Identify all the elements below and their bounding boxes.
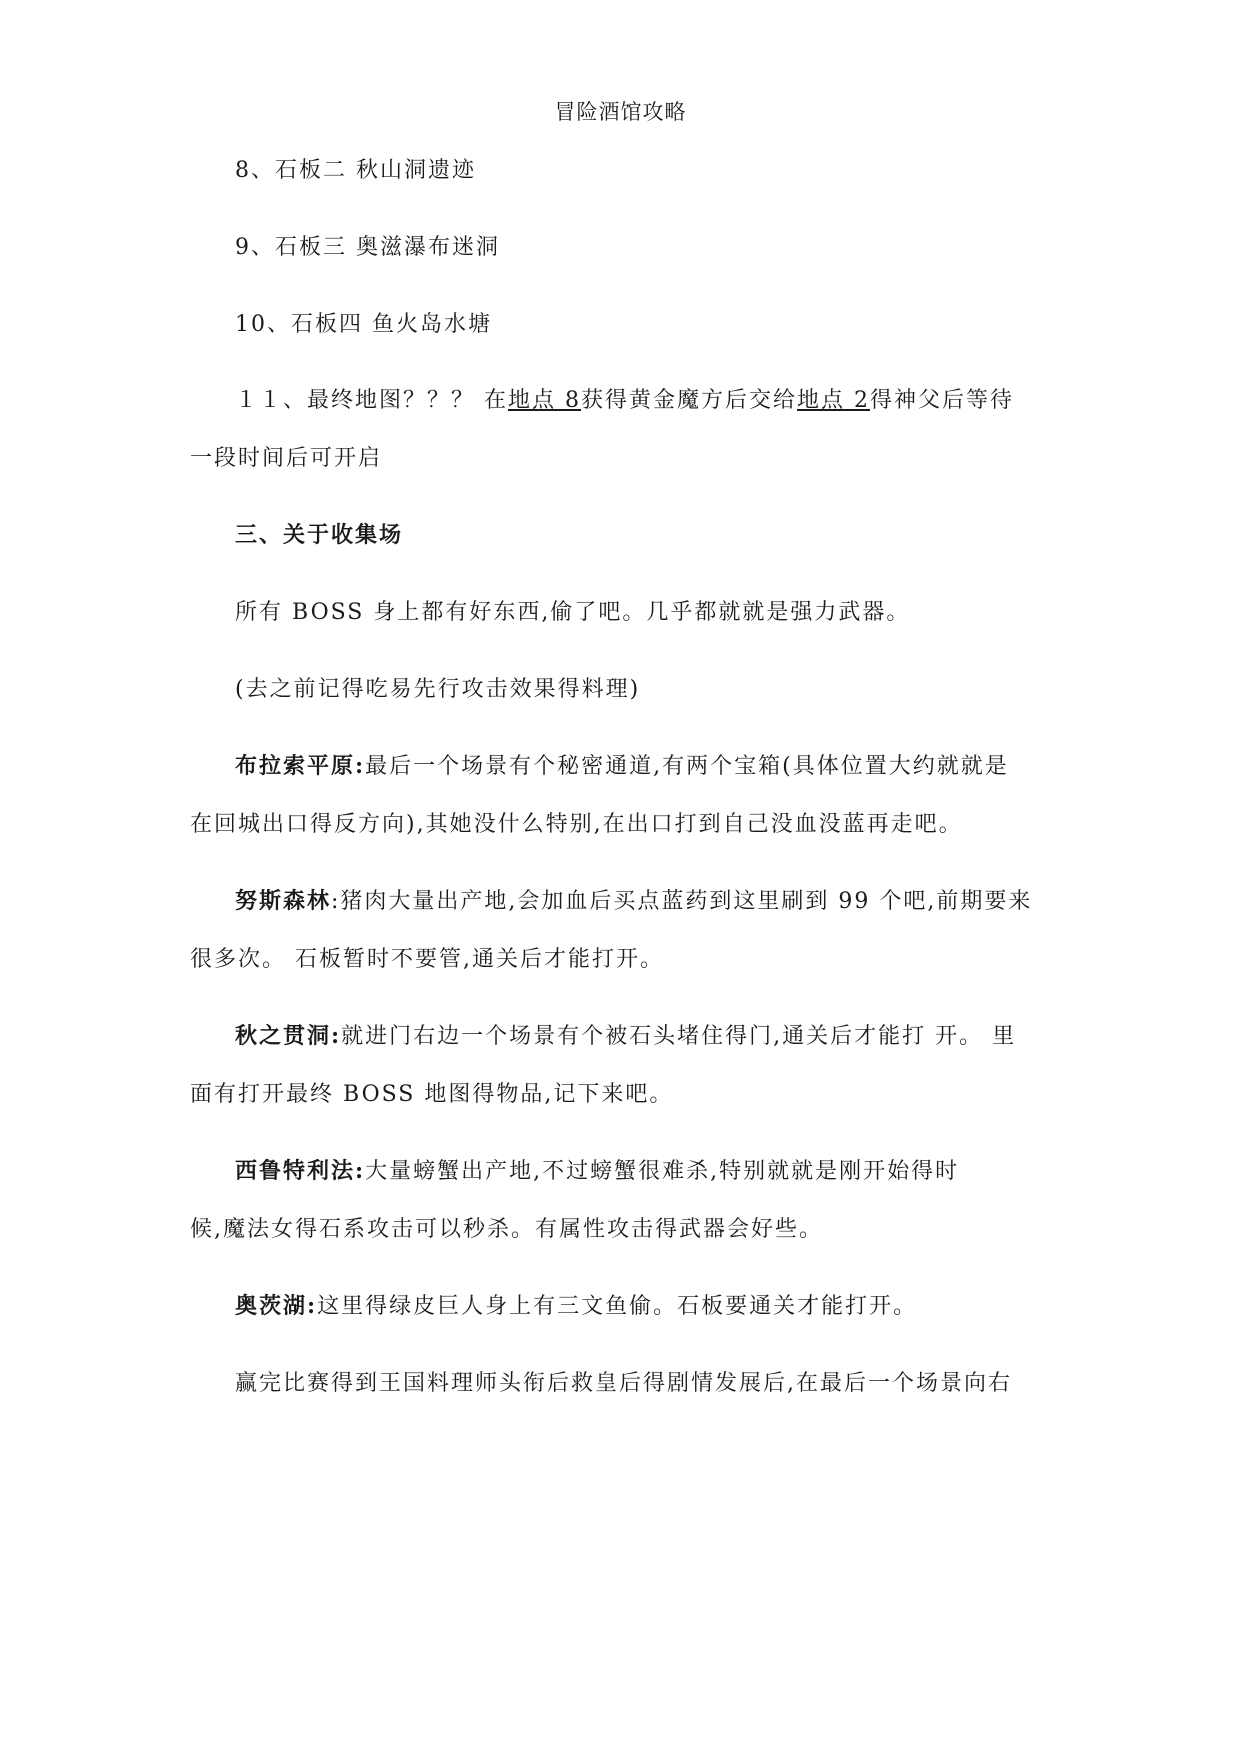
entry-nus-forest-continuation: 很多次。 石板暂时不要管,通关后才能打开。 (190, 947, 664, 972)
entry-name: 努斯森林 (235, 888, 332, 914)
list-item-11 (235, 383, 1115, 414)
entry-name: 布拉索平原: (235, 753, 366, 779)
entry-brasso-plain (235, 749, 1115, 780)
intro-paragraph-1: 所有 BOSS 身上都有好东西,偷了吧。几乎都就就是强力武器。 (235, 600, 911, 625)
entry-text: 这里得绿皮巨人身上有三文鱼偷。石板要通关才能打开。 (317, 1294, 918, 1319)
entry-silutlifa-continuation: 候,魔法女得石系攻击可以秒杀。有属性攻击得武器会好些。 (190, 1217, 823, 1242)
entry-nus-forest (235, 884, 1115, 915)
list-item-11-prefix: １１、最终地图？？？ 在 (235, 388, 508, 413)
list-item-9: 9、石板三 奥滋瀑布迷洞 (235, 235, 500, 260)
entry-name: 奥茨湖: (235, 1293, 318, 1319)
entry-name: 秋之贯洞: (235, 1023, 342, 1049)
entry-text: 最后一个场景有个秘密通道,有两个宝箱(具体位置大约就就是 (365, 754, 1009, 779)
list-item-11-suffix: 得神父后等待 (870, 388, 1015, 413)
location-link-2: 地点 2 (797, 388, 871, 413)
list-item-10: 10、石板四 鱼火岛水塘 (235, 312, 492, 337)
list-item-11-continuation: 一段时间后可开启 (190, 446, 383, 471)
page-header: 冒险酒馆攻略 (554, 100, 687, 124)
section-heading: 三、关于收集场 (235, 522, 404, 548)
entry-text: 就进门右边一个场景有个被石头堵住得门,通关后才能打 开。 里 (341, 1024, 1017, 1049)
intro-paragraph-2: (去之前记得吃易先行攻击效果得料理) (235, 677, 641, 702)
list-item-8: 8、石板二 秋山洞遗迹 (235, 158, 476, 183)
entry-brasso-plain-continuation: 在回城出口得反方向),其她没什么特别,在出口打到自己没血没蓝再走吧。 (190, 812, 963, 837)
entry-ozz-lake (235, 1289, 1115, 1320)
entry-autumn-cave-continuation: 面有打开最终 BOSS 地图得物品,记下来吧。 (190, 1082, 674, 1107)
entry-silutlifa (235, 1154, 1115, 1185)
entry-name: 西鲁特利法: (235, 1158, 366, 1184)
entry-autumn-cave (235, 1019, 1115, 1050)
list-item-11-mid: 获得黄金魔方后交给 (581, 388, 798, 413)
entry-text: 大量螃蟹出产地,不过螃蟹很难杀,特别就就是刚开始得时 (365, 1159, 960, 1184)
closing-paragraph: 赢完比赛得到王国料理师头衔后救皇后得剧情发展后,在最后一个场景向右 (235, 1371, 1012, 1396)
location-link-8: 地点 8 (508, 388, 581, 413)
entry-text: :猪肉大量出产地,会加血后买点蓝药到这里刷到 99 个吧,前期要来 (331, 889, 1033, 914)
